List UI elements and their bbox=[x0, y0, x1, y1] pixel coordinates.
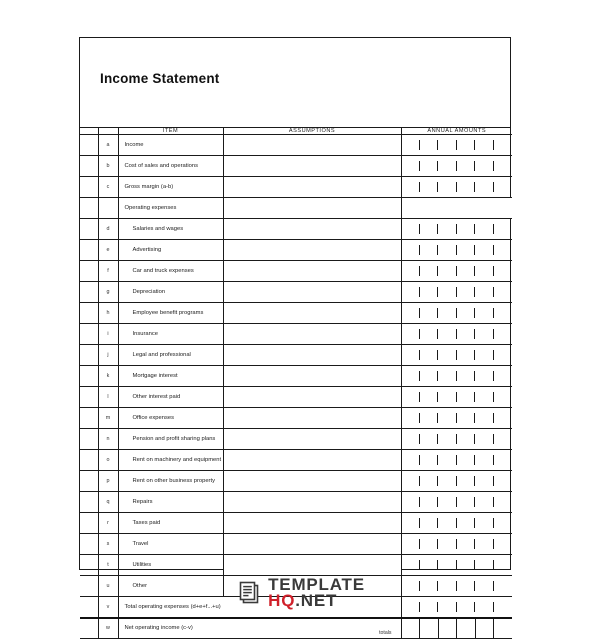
amount-digit-cell[interactable] bbox=[457, 303, 475, 323]
row-item-label: Rent on other business property bbox=[118, 471, 223, 492]
document-stack-icon bbox=[237, 580, 263, 606]
amount-digit-cell[interactable] bbox=[475, 471, 493, 491]
row-letter-cell: r bbox=[98, 513, 118, 534]
row-letter-cell: s bbox=[98, 534, 118, 555]
row-letter-cell: b bbox=[98, 156, 118, 177]
amount-digit-cell[interactable] bbox=[402, 555, 420, 575]
amount-digit-cells bbox=[402, 471, 513, 491]
row-letter-cell: l bbox=[98, 387, 118, 408]
table-row bbox=[80, 261, 512, 282]
row-amount-input[interactable] bbox=[401, 618, 512, 639]
table-row bbox=[80, 471, 512, 492]
amount-digit-cell[interactable] bbox=[402, 450, 420, 470]
row-spacer-cell bbox=[80, 534, 98, 555]
row-item-label: Advertising bbox=[118, 240, 223, 261]
amount-digit-cell[interactable] bbox=[420, 513, 438, 533]
row-spacer-cell bbox=[80, 240, 98, 261]
row-spacer-cell bbox=[80, 555, 98, 576]
amount-digit-cell[interactable] bbox=[420, 345, 438, 365]
amount-digit-cell[interactable] bbox=[457, 492, 475, 512]
title-band bbox=[80, 38, 510, 128]
amount-digit-cell[interactable] bbox=[438, 387, 456, 407]
amount-digit-cell[interactable] bbox=[457, 366, 475, 386]
row-spacer-cell bbox=[80, 261, 98, 282]
amount-digit-cell[interactable] bbox=[420, 408, 438, 428]
row-spacer-cell bbox=[80, 219, 98, 240]
row-item-label: Taxes paid bbox=[118, 513, 223, 534]
footer-logo bbox=[0, 577, 602, 608]
amount-digit-cell[interactable] bbox=[475, 156, 493, 176]
amount-digit-cells bbox=[402, 555, 513, 575]
amount-digit-cells bbox=[402, 345, 513, 365]
amount-digit-cell[interactable] bbox=[420, 156, 438, 176]
amount-digit-cell[interactable] bbox=[402, 303, 420, 323]
row-letter-cell: p bbox=[98, 471, 118, 492]
amount-digit-cell[interactable] bbox=[494, 619, 512, 639]
row-spacer-cell bbox=[80, 177, 98, 198]
row-assumptions-input[interactable] bbox=[223, 555, 401, 576]
amount-digit-cell[interactable] bbox=[494, 156, 512, 176]
row-spacer-cell bbox=[80, 135, 98, 156]
amount-digit-cell[interactable] bbox=[402, 345, 420, 365]
amount-digit-cell[interactable] bbox=[494, 513, 512, 533]
amount-digit-cell[interactable] bbox=[457, 156, 475, 176]
amount-digit-cell[interactable] bbox=[475, 177, 493, 197]
row-assumptions-input[interactable] bbox=[223, 198, 401, 219]
row-letter-cell: a bbox=[98, 135, 118, 156]
row-amount-input[interactable] bbox=[401, 345, 512, 366]
amount-digit-cell[interactable] bbox=[420, 303, 438, 323]
amount-digit-cell[interactable] bbox=[457, 555, 475, 575]
row-item-label: Other bbox=[118, 576, 223, 597]
row-letter-cell: e bbox=[98, 240, 118, 261]
row-assumptions-input[interactable] bbox=[223, 177, 401, 198]
row-letter-cell: g bbox=[98, 282, 118, 303]
row-item-label: Depreciation bbox=[118, 282, 223, 303]
amount-digit-cell[interactable] bbox=[438, 324, 456, 344]
row-assumptions-input[interactable] bbox=[223, 156, 401, 177]
table-row bbox=[80, 303, 512, 324]
amount-digit-cell[interactable] bbox=[420, 240, 438, 260]
amount-digit-cell[interactable] bbox=[420, 135, 438, 155]
row-assumptions-input[interactable] bbox=[223, 261, 401, 282]
row-item-label: Office expenses bbox=[118, 408, 223, 429]
table-row bbox=[80, 450, 512, 471]
row-assumptions-input[interactable] bbox=[223, 429, 401, 450]
table-body bbox=[80, 135, 512, 639]
amount-digit-cell[interactable] bbox=[494, 177, 512, 197]
amount-digit-cell[interactable] bbox=[494, 366, 512, 386]
row-assumptions-input[interactable] bbox=[223, 366, 401, 387]
row-amount-input[interactable] bbox=[401, 534, 512, 555]
logo-net-text: .NET bbox=[295, 590, 338, 610]
row-assumptions-input[interactable] bbox=[223, 135, 401, 156]
amount-digit-cell[interactable] bbox=[475, 555, 493, 575]
amount-digit-cell[interactable] bbox=[438, 555, 456, 575]
amount-digit-cell[interactable] bbox=[402, 513, 420, 533]
table-row bbox=[80, 219, 512, 240]
row-letter-cell: v bbox=[98, 597, 118, 618]
row-amount-input[interactable] bbox=[401, 177, 512, 198]
amount-digit-cell[interactable] bbox=[457, 324, 475, 344]
amount-digit-cell[interactable] bbox=[420, 261, 438, 281]
amount-digit-cells bbox=[402, 619, 513, 639]
amount-digit-cell[interactable] bbox=[494, 219, 512, 239]
amount-digit-cells bbox=[402, 408, 513, 428]
table-row bbox=[80, 324, 512, 345]
row-letter-cell: j bbox=[98, 345, 118, 366]
amount-digit-cell[interactable] bbox=[475, 135, 493, 155]
row-amount-input[interactable] bbox=[401, 492, 512, 513]
amount-digit-cell[interactable] bbox=[402, 471, 420, 491]
row-item-label: Salaries and wages bbox=[118, 219, 223, 240]
amount-digit-cells bbox=[402, 282, 513, 302]
amount-digit-cells bbox=[402, 261, 513, 281]
row-amount-input[interactable] bbox=[401, 387, 512, 408]
row-assumptions-input[interactable] bbox=[223, 219, 401, 240]
amount-digit-cell[interactable] bbox=[475, 513, 493, 533]
amount-digit-cell[interactable] bbox=[475, 534, 493, 554]
amount-digit-cells bbox=[402, 177, 513, 197]
amount-digit-cell[interactable] bbox=[438, 534, 456, 554]
amount-digit-cell[interactable] bbox=[457, 471, 475, 491]
row-letter-cell: t bbox=[98, 555, 118, 576]
amount-digit-cell[interactable] bbox=[494, 282, 512, 302]
amount-digit-cell[interactable] bbox=[420, 219, 438, 239]
amount-digit-cell[interactable] bbox=[439, 619, 458, 639]
amount-digit-cell[interactable] bbox=[402, 408, 420, 428]
table-row bbox=[80, 513, 512, 534]
row-item-label: Other interest paid bbox=[118, 387, 223, 408]
row-spacer-cell bbox=[80, 156, 98, 177]
row-letter-cell: m bbox=[98, 408, 118, 429]
amount-digit-cell[interactable] bbox=[420, 555, 438, 575]
amount-digit-cell[interactable] bbox=[438, 366, 456, 386]
row-item-label: Pension and profit sharing plans bbox=[118, 429, 223, 450]
column-header-annual-amounts: ANNUAL AMOUNTS bbox=[401, 128, 512, 135]
amount-digit-cell[interactable] bbox=[475, 324, 493, 344]
row-amount-input[interactable] bbox=[401, 156, 512, 177]
amount-digit-cell[interactable] bbox=[402, 534, 420, 554]
row-spacer-cell bbox=[80, 303, 98, 324]
logo-line-hqnet bbox=[268, 590, 365, 610]
row-spacer-cell bbox=[80, 324, 98, 345]
row-assumptions-input[interactable] bbox=[223, 534, 401, 555]
amount-digit-cell[interactable] bbox=[438, 303, 456, 323]
row-item-label: Mortgage interest bbox=[118, 366, 223, 387]
amount-digit-cells bbox=[402, 240, 513, 260]
amount-digit-cell[interactable] bbox=[438, 429, 456, 449]
logo-line-template: TEMPLATE bbox=[268, 575, 365, 594]
row-item-label: Car and truck expenses bbox=[118, 261, 223, 282]
amount-digit-cell[interactable] bbox=[494, 429, 512, 449]
amount-digit-cell[interactable] bbox=[494, 303, 512, 323]
row-assumptions-input[interactable] bbox=[223, 324, 401, 345]
amount-digit-cell[interactable] bbox=[438, 513, 456, 533]
amount-digit-cell[interactable] bbox=[494, 471, 512, 491]
amount-digit-cell[interactable] bbox=[494, 240, 512, 260]
amount-digit-cell[interactable] bbox=[494, 261, 512, 281]
row-item-label: Repairs bbox=[118, 492, 223, 513]
amount-digit-cells bbox=[402, 513, 513, 533]
row-assumptions-input[interactable] bbox=[223, 303, 401, 324]
amount-digit-cell[interactable] bbox=[457, 135, 475, 155]
row-assumptions-input[interactable] bbox=[223, 450, 401, 471]
amount-digit-cell[interactable] bbox=[420, 324, 438, 344]
amount-digit-cell[interactable] bbox=[402, 135, 420, 155]
row-amount-input[interactable] bbox=[401, 240, 512, 261]
amount-digit-cell[interactable] bbox=[420, 282, 438, 302]
amount-digit-cell[interactable] bbox=[494, 534, 512, 554]
amount-digit-cell[interactable] bbox=[402, 324, 420, 344]
row-amount-input[interactable] bbox=[401, 219, 512, 240]
amount-digit-cell[interactable] bbox=[457, 408, 475, 428]
row-item-label: Insurance bbox=[118, 324, 223, 345]
row-assumptions-input[interactable] bbox=[223, 282, 401, 303]
row-amount-input[interactable] bbox=[401, 282, 512, 303]
amount-digit-cell[interactable] bbox=[420, 366, 438, 386]
amount-digit-cells bbox=[402, 429, 513, 449]
row-amount-input[interactable] bbox=[401, 450, 512, 471]
amount-digit-cell[interactable] bbox=[402, 492, 420, 512]
amount-digit-cell[interactable] bbox=[438, 471, 456, 491]
row-amount-input[interactable] bbox=[401, 135, 512, 156]
amount-digit-cells bbox=[402, 492, 513, 512]
row-letter-cell: d bbox=[98, 219, 118, 240]
row-letter-cell: i bbox=[98, 324, 118, 345]
row-item-label: Employee benefit programs bbox=[118, 303, 223, 324]
row-letter-cell: w bbox=[98, 618, 118, 639]
row-spacer-cell bbox=[80, 387, 98, 408]
amount-digit-cell[interactable] bbox=[438, 156, 456, 176]
row-spacer-cell bbox=[80, 408, 98, 429]
amount-digit-cell[interactable] bbox=[457, 450, 475, 470]
amount-digit-cell[interactable] bbox=[402, 219, 420, 239]
amount-digit-cell[interactable] bbox=[402, 429, 420, 449]
row-amount-input[interactable] bbox=[401, 471, 512, 492]
row-spacer-cell bbox=[80, 345, 98, 366]
amount-digit-cell[interactable] bbox=[420, 429, 438, 449]
table-row bbox=[80, 492, 512, 513]
row-letter-cell: h bbox=[98, 303, 118, 324]
amount-digit-cell[interactable] bbox=[402, 261, 420, 281]
table-row bbox=[80, 345, 512, 366]
row-item-label: Total operating expenses (d+e+f...+u) bbox=[118, 597, 401, 618]
totals-caption: totals bbox=[379, 630, 392, 636]
row-assumptions-input[interactable] bbox=[223, 345, 401, 366]
row-item-label: Cost of sales and operations bbox=[118, 156, 223, 177]
amount-digit-cell[interactable] bbox=[457, 177, 475, 197]
amount-digit-cell[interactable] bbox=[457, 429, 475, 449]
amount-digit-cell[interactable] bbox=[475, 408, 493, 428]
logo-hq-text: HQ bbox=[268, 590, 296, 610]
table-row bbox=[80, 555, 512, 576]
amount-digit-cell[interactable] bbox=[420, 471, 438, 491]
row-assumptions-input[interactable] bbox=[223, 408, 401, 429]
amount-digit-cell[interactable] bbox=[420, 387, 438, 407]
amount-digit-cell[interactable] bbox=[494, 345, 512, 365]
row-amount-input[interactable] bbox=[401, 303, 512, 324]
amount-digit-cell[interactable] bbox=[475, 450, 493, 470]
amount-digit-cell[interactable] bbox=[475, 240, 493, 260]
table-row bbox=[80, 156, 512, 177]
amount-digit-cell[interactable] bbox=[402, 156, 420, 176]
amount-digit-cell[interactable] bbox=[420, 534, 438, 554]
amount-digit-cells bbox=[402, 135, 513, 155]
row-assumptions-input[interactable] bbox=[223, 471, 401, 492]
row-item-label: Travel bbox=[118, 534, 223, 555]
row-spacer-cell bbox=[80, 282, 98, 303]
amount-digit-cell[interactable] bbox=[475, 345, 493, 365]
table-row bbox=[80, 366, 512, 387]
logo-wordmark bbox=[268, 577, 365, 608]
column-header-item: ITEM bbox=[118, 128, 223, 135]
amount-digit-cell[interactable] bbox=[494, 408, 512, 428]
amount-digit-cell[interactable] bbox=[438, 408, 456, 428]
row-spacer-cell bbox=[80, 429, 98, 450]
amount-digit-cell[interactable] bbox=[438, 240, 456, 260]
row-amount-input[interactable] bbox=[401, 366, 512, 387]
amount-digit-cell[interactable] bbox=[475, 429, 493, 449]
row-amount-input[interactable] bbox=[401, 555, 512, 576]
table-row bbox=[80, 198, 512, 219]
amount-digit-cell[interactable] bbox=[475, 387, 493, 407]
table-row bbox=[80, 240, 512, 261]
amount-digit-cell[interactable] bbox=[438, 177, 456, 197]
row-assumptions-input[interactable] bbox=[223, 387, 401, 408]
row-assumptions-input[interactable] bbox=[223, 240, 401, 261]
row-spacer-cell bbox=[80, 198, 98, 219]
row-amount-input[interactable] bbox=[401, 324, 512, 345]
row-spacer-cell bbox=[80, 492, 98, 513]
table-row bbox=[80, 387, 512, 408]
amount-digit-cell[interactable] bbox=[438, 261, 456, 281]
amount-digit-cell[interactable] bbox=[402, 177, 420, 197]
row-amount-input[interactable] bbox=[401, 261, 512, 282]
table-row bbox=[80, 135, 512, 156]
amount-digit-cells bbox=[402, 219, 513, 239]
row-item-label: Rent on machinery and equipment bbox=[118, 450, 223, 471]
amount-digit-cell[interactable] bbox=[494, 135, 512, 155]
row-amount-input[interactable] bbox=[401, 429, 512, 450]
income-statement-table bbox=[80, 128, 512, 639]
row-assumptions-input[interactable] bbox=[223, 492, 401, 513]
amount-digit-cell[interactable] bbox=[457, 345, 475, 365]
row-item-label: Operating expenses bbox=[118, 198, 223, 219]
amount-digit-cell[interactable] bbox=[475, 219, 493, 239]
amount-digit-cell[interactable] bbox=[402, 387, 420, 407]
amount-digit-cell[interactable] bbox=[475, 282, 493, 302]
amount-digit-cell[interactable] bbox=[476, 619, 495, 639]
amount-digit-cell[interactable] bbox=[494, 450, 512, 470]
row-amount-input[interactable] bbox=[401, 513, 512, 534]
amount-digit-cell[interactable] bbox=[457, 282, 475, 302]
amount-digit-cell[interactable] bbox=[457, 219, 475, 239]
amount-digit-cell[interactable] bbox=[494, 492, 512, 512]
row-spacer-cell bbox=[80, 513, 98, 534]
page-title: Income Statement bbox=[100, 71, 220, 86]
row-amount-input[interactable] bbox=[401, 408, 512, 429]
row-item-label: Income bbox=[118, 135, 223, 156]
row-item-label: Gross margin (a-b) bbox=[118, 177, 223, 198]
amount-digit-cell[interactable] bbox=[438, 345, 456, 365]
amount-digit-cells bbox=[402, 324, 513, 344]
row-letter-cell: f bbox=[98, 261, 118, 282]
table-row bbox=[80, 177, 512, 198]
amount-digit-cell[interactable] bbox=[438, 219, 456, 239]
row-letter-cell bbox=[98, 198, 118, 219]
table-row bbox=[80, 429, 512, 450]
amount-digit-cells bbox=[402, 450, 513, 470]
amount-digit-cell[interactable] bbox=[420, 619, 439, 639]
row-letter-cell: o bbox=[98, 450, 118, 471]
amount-digit-cell[interactable] bbox=[402, 282, 420, 302]
amount-digit-cell[interactable] bbox=[420, 450, 438, 470]
amount-digit-cell[interactable] bbox=[457, 387, 475, 407]
amount-digit-cells bbox=[402, 387, 513, 407]
amount-digit-cell[interactable] bbox=[494, 387, 512, 407]
amount-digit-cell[interactable] bbox=[457, 534, 475, 554]
amount-digit-cell[interactable] bbox=[494, 324, 512, 344]
amount-digit-cell[interactable] bbox=[457, 240, 475, 260]
amount-digit-cell[interactable] bbox=[494, 555, 512, 575]
row-letter-cell: u bbox=[98, 576, 118, 597]
row-item-label: Utilities bbox=[118, 555, 223, 576]
amount-digit-cell[interactable] bbox=[420, 177, 438, 197]
amount-digit-cell[interactable] bbox=[457, 513, 475, 533]
row-letter-cell: n bbox=[98, 429, 118, 450]
column-header-assumptions: ASSUMPTIONS bbox=[223, 128, 401, 135]
row-item-label: Net operating income (c-v) totals bbox=[118, 618, 401, 639]
amount-digit-cell[interactable] bbox=[475, 492, 493, 512]
row-letter-cell: q bbox=[98, 492, 118, 513]
row-amount-input bbox=[401, 198, 512, 219]
amount-digit-cell[interactable] bbox=[438, 492, 456, 512]
amount-digit-cells bbox=[402, 534, 513, 554]
row-spacer-cell bbox=[80, 366, 98, 387]
table-row bbox=[80, 618, 512, 639]
amount-digit-cell[interactable] bbox=[475, 303, 493, 323]
table-row bbox=[80, 534, 512, 555]
amount-digit-cell[interactable] bbox=[420, 492, 438, 512]
row-spacer-cell bbox=[80, 471, 98, 492]
amount-digit-cell[interactable] bbox=[475, 366, 493, 386]
amount-digit-cells bbox=[402, 303, 513, 323]
amount-digit-cell[interactable] bbox=[402, 366, 420, 386]
row-assumptions-input[interactable] bbox=[223, 513, 401, 534]
row-letter-cell: k bbox=[98, 366, 118, 387]
amount-digit-cell[interactable] bbox=[475, 261, 493, 281]
amount-digit-cell[interactable] bbox=[438, 135, 456, 155]
table-row bbox=[80, 282, 512, 303]
row-spacer-cell bbox=[80, 618, 98, 639]
amount-digit-cell[interactable] bbox=[438, 282, 456, 302]
table-row bbox=[80, 408, 512, 429]
amount-digit-cell[interactable] bbox=[457, 619, 476, 639]
amount-digit-cell[interactable] bbox=[402, 240, 420, 260]
row-spacer-cell bbox=[80, 450, 98, 471]
amount-digit-cells bbox=[402, 156, 513, 176]
amount-digit-cell[interactable] bbox=[402, 619, 421, 639]
row-item-label: Legal and professional bbox=[118, 345, 223, 366]
amount-digit-cell[interactable] bbox=[438, 450, 456, 470]
amount-digit-cells bbox=[402, 366, 513, 386]
amount-digit-cell[interactable] bbox=[457, 261, 475, 281]
row-letter-cell: c bbox=[98, 177, 118, 198]
